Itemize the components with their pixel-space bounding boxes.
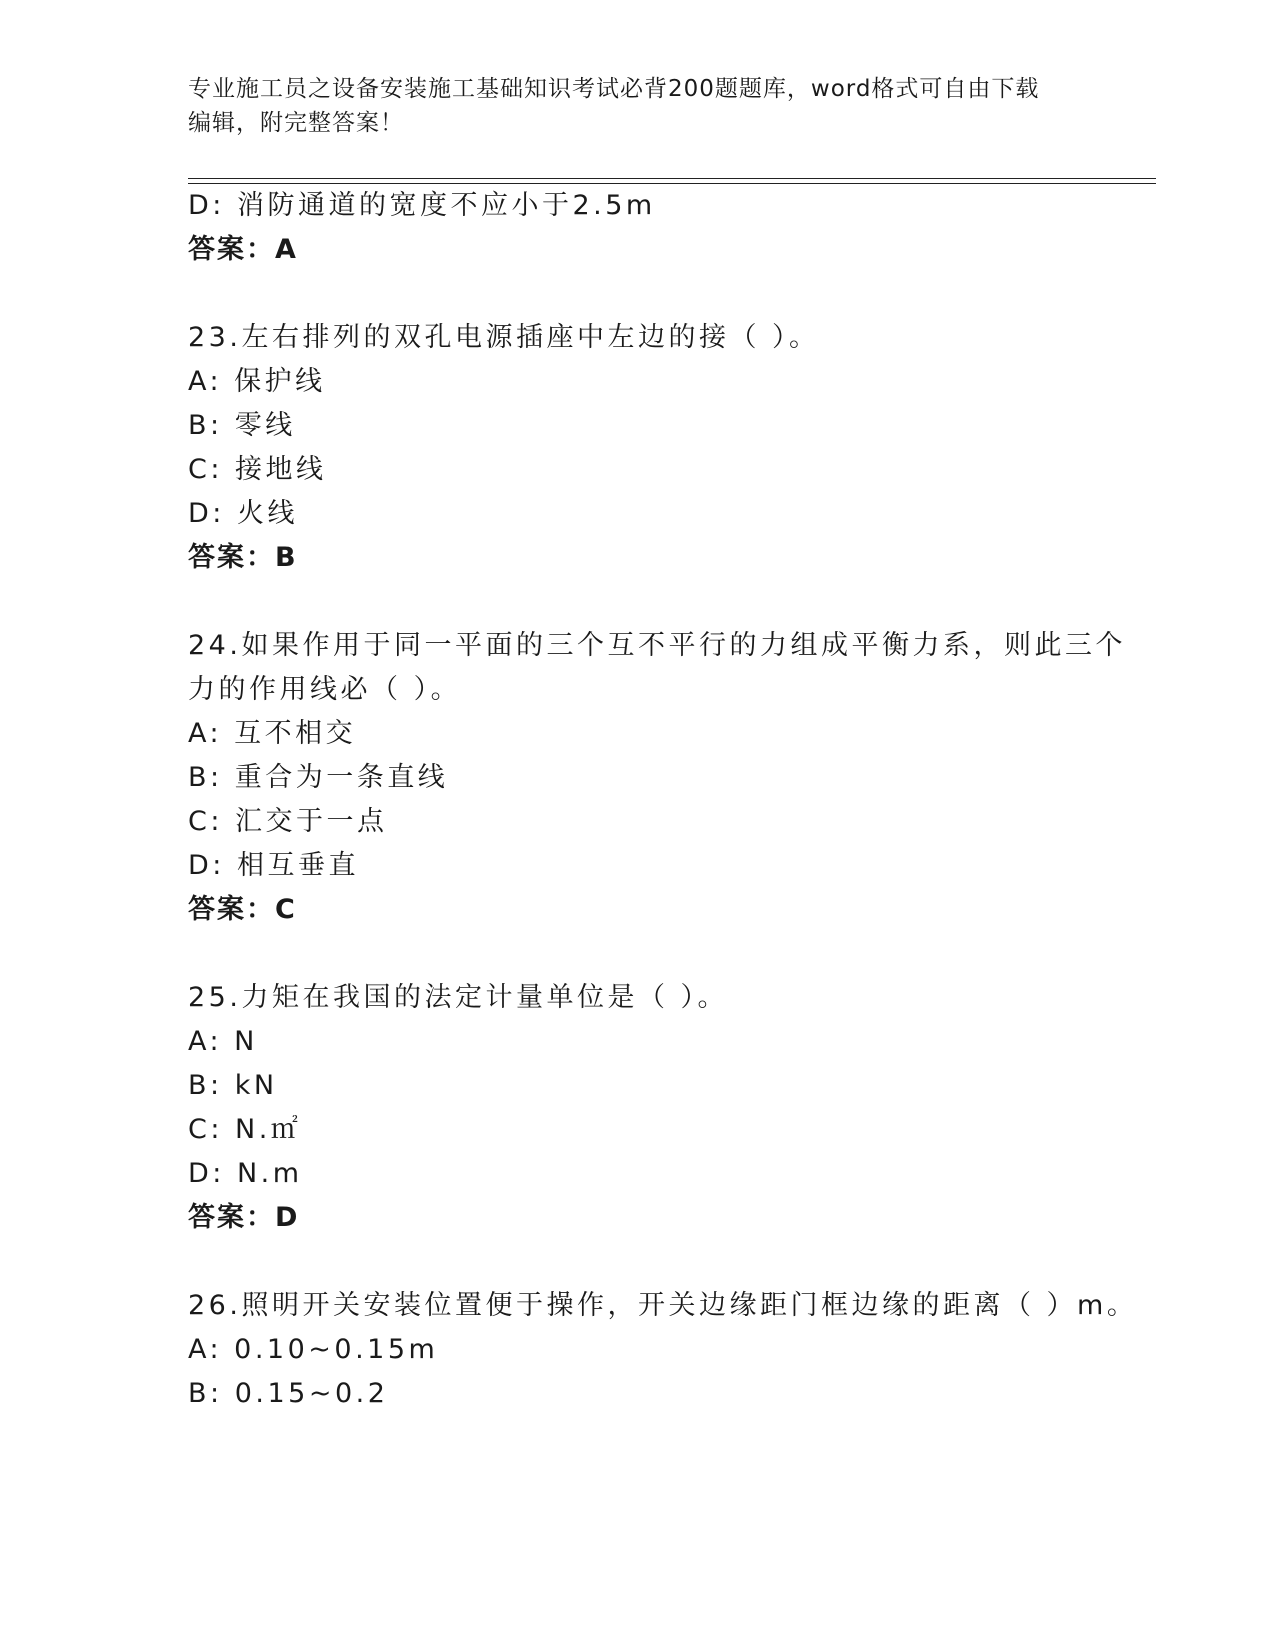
q25-option-b: B: kN bbox=[188, 1070, 278, 1101]
header-divider-bottom bbox=[188, 183, 1156, 184]
q25-stem: 25.力矩在我国的法定计量单位是（ ）。 bbox=[188, 982, 729, 1013]
q25-answer: 答案：D bbox=[188, 1202, 300, 1233]
q24-option-a: A: 互不相交 bbox=[188, 718, 357, 749]
q23-option-b: B: 零线 bbox=[188, 410, 296, 441]
q24-stem-line-1: 24.如果作用于同一平面的三个互不平行的力组成平衡力系，则此三个 bbox=[188, 630, 1126, 661]
document-header bbox=[188, 72, 1068, 140]
q25-option-a: A: N bbox=[188, 1026, 258, 1057]
header-line-1: 专业施工员之设备安装施工基础知识考试必背200题题库，word格式可自由下载 bbox=[188, 76, 1040, 102]
q25-option-d: D: N.m bbox=[188, 1158, 303, 1189]
q24-option-c: C: 汇交于一点 bbox=[188, 806, 388, 837]
q26-stem: 26.照明开关安装位置便于操作，开关边缘距门框边缘的距离（ ）m。 bbox=[188, 1290, 1138, 1321]
q24-answer: 答案：C bbox=[188, 894, 297, 925]
q23-option-d: D: 火线 bbox=[188, 498, 298, 529]
prev-answer: 答案：A bbox=[188, 234, 298, 265]
q24-option-b: B: 重合为一条直线 bbox=[188, 762, 449, 793]
prev-option-d: D: 消防通道的宽度不应小于2.5m bbox=[188, 190, 656, 221]
q23-answer: 答案：B bbox=[188, 542, 298, 573]
q23-option-a: A: 保护线 bbox=[188, 366, 326, 397]
header-line-2: 编辑，附完整答案！ bbox=[188, 110, 404, 136]
q24-stem-line-2: 力的作用线必（ ）。 bbox=[188, 674, 462, 705]
header-divider-top bbox=[188, 178, 1156, 179]
q26-option-a: A: 0.10~0.15m bbox=[188, 1334, 439, 1365]
q25-option-c: C: N.㎡ bbox=[188, 1114, 302, 1145]
q23-option-c: C: 接地线 bbox=[188, 454, 327, 485]
q24-option-d: D: 相互垂直 bbox=[188, 850, 359, 881]
q26-option-b: B: 0.15~0.2 bbox=[188, 1378, 389, 1409]
q23-stem: 23.左右排列的双孔电源插座中左边的接（ ）。 bbox=[188, 322, 820, 353]
